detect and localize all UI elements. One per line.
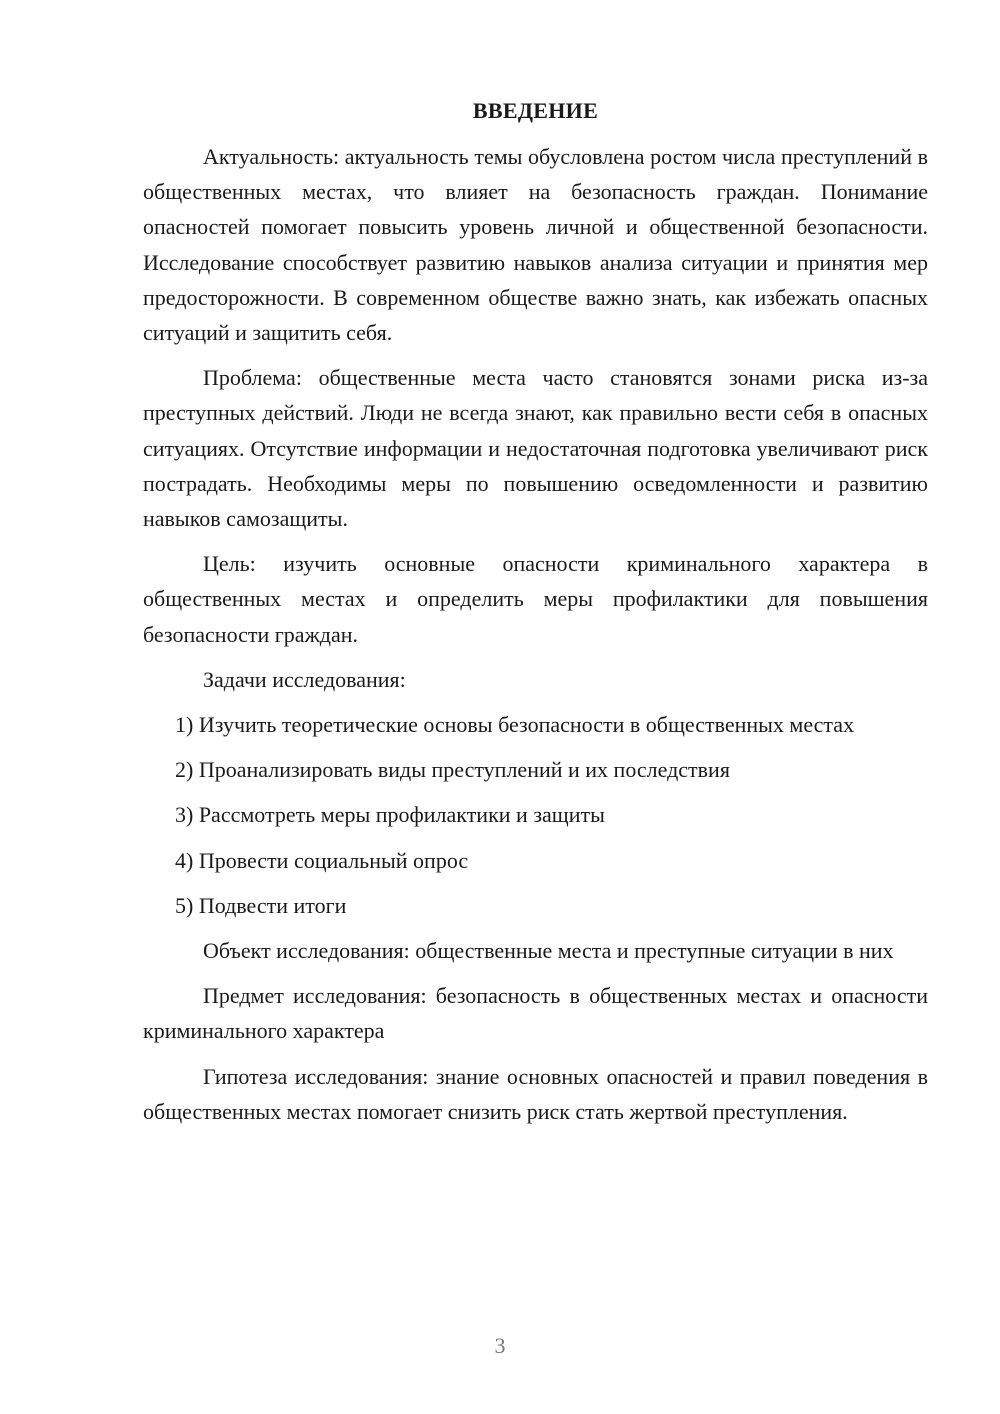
paragraph-hypothesis: Гипотеза исследования: знание основных опасностей и правил поведения в общественных местах помогает снизить риск стать жертвой преступления. — [143, 1063, 928, 1124]
paragraph-relevance: Актуальность: актуальность темы обусловлена ростом числа преступлений в общественных местах, что влияет на безопасность граждан. Понимание опасностей помогает повысить уровень личной и общественной безопасности. Исследование способствует развитию навыков анализа ситуации и принятия мер предосторожности. В современном обществе важно знать, как избежать опасных ситуаций и защитить себя. — [143, 144, 928, 346]
list-item: 5) Подвести итоги — [175, 892, 347, 918]
page-number: 3 — [494, 1333, 506, 1358]
paragraph-subject: Предмет исследования: безопасность в общественных местах и опасности криминального характера — [143, 983, 928, 1044]
paragraph-goal: Цель: изучить основные опасности криминального характера в общественных местах и определить меры профилактики для повышения безопасности граждан. — [143, 551, 928, 647]
list-item: 2) Проанализировать виды преступлений и их последствия — [175, 757, 730, 783]
list-item: 4) Провести социальный опрос — [175, 847, 469, 873]
list-item: 1) Изучить теоретические основы безопасности в общественных местах — [175, 712, 855, 738]
tasks-list — [143, 707, 928, 923]
paragraph-object: Объект исследования: общественные места и преступные ситуации в них — [203, 938, 894, 964]
paragraph-tasks-heading: Задачи исследования: — [203, 666, 406, 692]
list-item: 3) Рассмотреть меры профилактики и защиты — [175, 802, 605, 828]
section-title: ВВЕДЕНИЕ — [472, 98, 599, 123]
document-page — [143, 93, 928, 1139]
paragraph-problem: Проблема: общественные места часто становятся зонами риска из-за преступных действий. Люди не всегда знают, как правильно вести себя в опасных ситуациях. Отсутствие информации и недостаточная подготовка увеличивают риск пострадать. Необходимы меры по повышению осведомленности и развитию навыков самозащиты. — [143, 365, 928, 532]
